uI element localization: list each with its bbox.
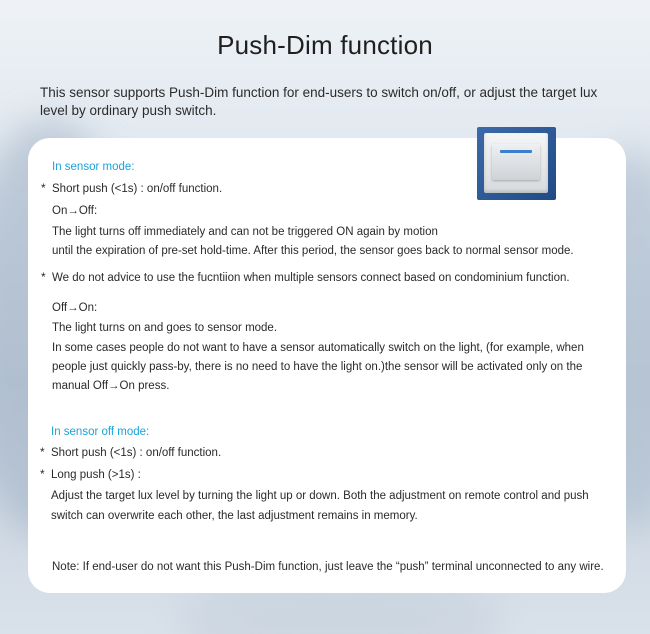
on-to-off-line-2: until the expiration of pre-set hold-time. After this period, the sensor goes back to normal sensor mode. [52,245,574,257]
sensor-mode-short-push: Short push (<1s) : on/off function. [52,183,223,195]
condominium-warning: We do not advice to use the fucntiion when multiple sensors connect based on condominium function. [52,272,570,284]
off-to-on-line-2: In some cases people do not want to have a sensor automatically switch on the light, (for example, when [52,342,584,354]
off-to-on-label: Off→On: [52,302,98,314]
intro-text: This sensor supports Push-Dim function for end-users to switch on/off, or adjust the target lux level by ordinary push switch. [40,85,598,118]
long-push-line-1: Adjust the target lux level by turning the light up or down. Both the adjustment on remote control and push [51,490,589,502]
push-switch-icon [477,127,556,200]
switch-plate [484,133,548,193]
sensor-off-long-push: Long push (>1s) : [51,469,141,481]
sensor-mode-heading: In sensor mode: [52,161,135,173]
on-to-off-line-1: The light turns off immediately and can not be triggered ON again by motion [52,226,438,238]
long-push-line-2: switch can overwrite each other, the last adjustment remains in memory. [51,510,418,522]
off-to-on-line-1: The light turns on and goes to sensor mode. [52,322,278,334]
bullet-symbol: * [41,270,46,284]
sensor-off-mode-heading: In sensor off mode: [51,426,150,438]
switch-rocker [492,144,540,180]
page-title: Push-Dim function [217,30,433,60]
bullet-symbol: * [41,181,46,195]
off-to-on-line-3: people just quickly pass-by, there is no need to have the light on.)the sensor will be activated only on the [52,361,583,373]
sensor-off-short-push: Short push (<1s) : on/off function. [51,447,222,459]
bullet-symbol: * [40,467,45,481]
off-to-on-line-4: manual Off→On press. [52,380,170,392]
switch-indicator [500,150,532,153]
bullet-symbol: * [40,445,45,459]
note-text: Note: If end-user do not want this Push-Dim function, just leave the “push” terminal unconnected to any wire. [52,561,604,573]
on-to-off-label: On→Off: [52,205,98,217]
